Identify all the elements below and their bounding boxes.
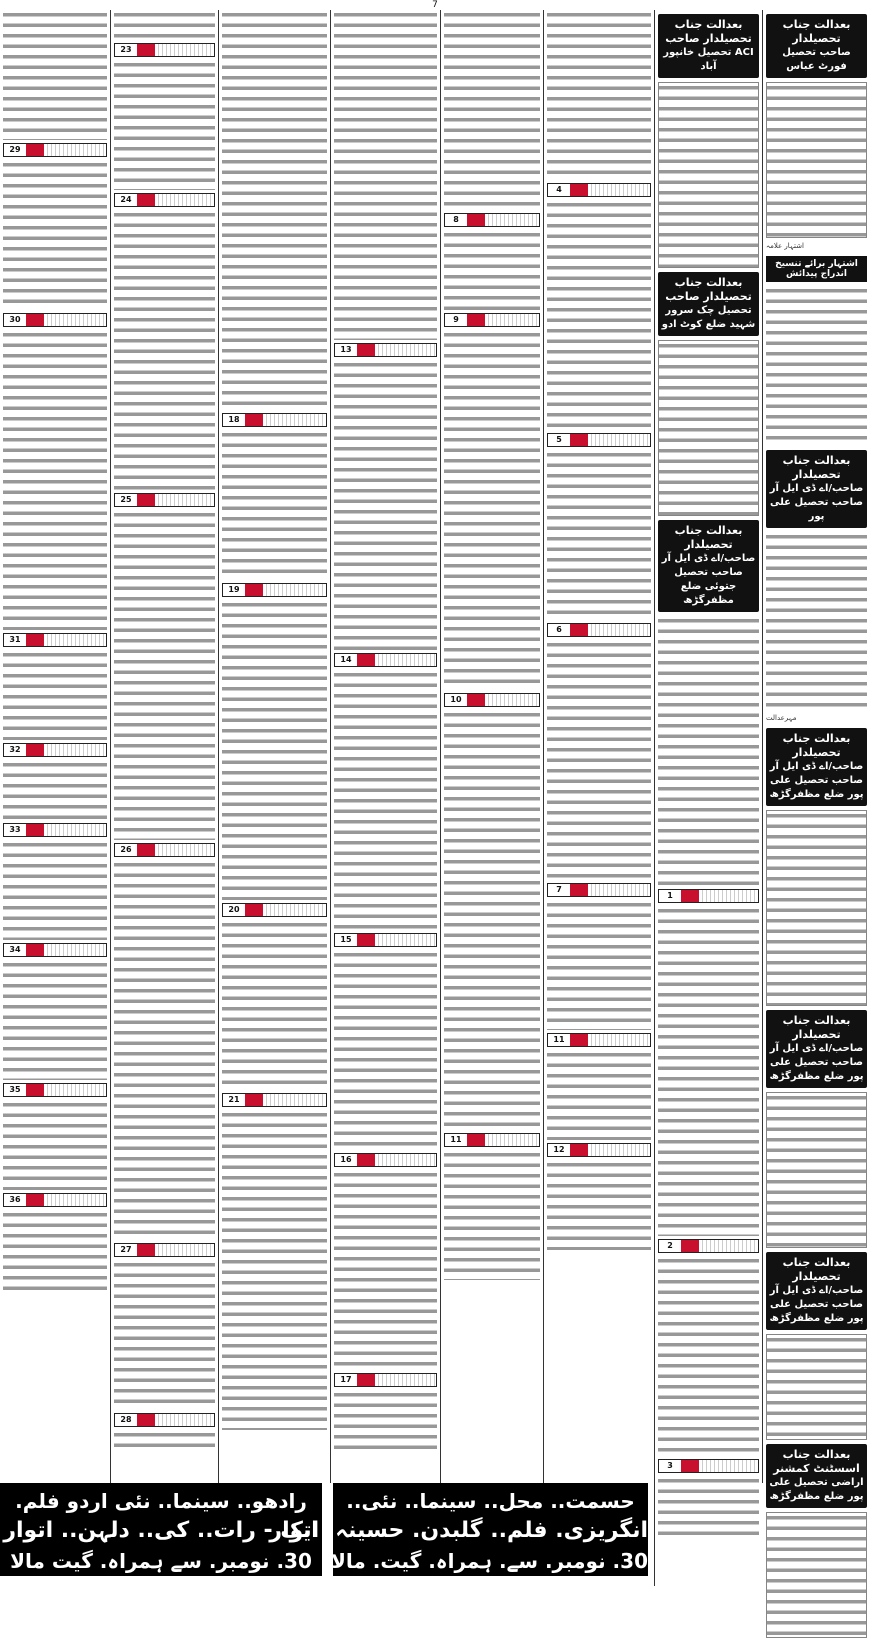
notice-signature: اشتہار علامہ	[766, 242, 804, 250]
notice-body	[658, 616, 759, 886]
story-tag: 23	[114, 43, 215, 57]
notice-body	[766, 810, 867, 1006]
story-tag: 30	[3, 313, 107, 327]
story-body	[444, 330, 540, 690]
court-notice-header: بعدالت جناب تحصیلدار صاحب/اے ڈی ایل آر صاحب تحصیل علی پور ضلع مظفرگڑھ	[766, 728, 867, 806]
story-tag: 34	[3, 943, 107, 957]
column-notices-right	[762, 10, 870, 1502]
story-tag: 8	[444, 213, 540, 227]
ad-line: ایک - رات.. کی.. دلہن.. اتوار	[3, 1518, 319, 1543]
story-tag: 26	[114, 843, 215, 857]
story-tag: 20	[222, 903, 327, 917]
story-body	[334, 360, 437, 650]
story-body	[547, 1050, 651, 1140]
notice-body	[658, 82, 759, 268]
notice-body	[658, 340, 759, 516]
notice-body	[766, 1334, 867, 1440]
story-body	[3, 960, 107, 1080]
story-tag: 31	[3, 633, 107, 647]
story-tag: 27	[114, 1243, 215, 1257]
story-tag: 13	[334, 343, 437, 357]
notice-body	[766, 1092, 867, 1248]
story-tag: 9	[444, 313, 540, 327]
story-body	[3, 840, 107, 940]
column-notices-left	[654, 10, 762, 1586]
notice-signature: مہرعدالت	[766, 714, 797, 722]
story-body	[444, 1150, 540, 1280]
court-notice-header: بعدالت جناب تحصیلدار صاحب تحصیل فورٹ عباس	[766, 14, 867, 78]
story-tag: 33	[3, 823, 107, 837]
story-body	[547, 200, 651, 430]
ad-line: رادھو.. سینما.. نئی اردو فلم.	[15, 1489, 307, 1513]
story-body	[444, 710, 540, 1130]
court-notice-header: بعدالت جناب اسسٹنٹ کمشنر اراضی تحصیل علی پور ضلع مظفرگڑھ	[766, 1444, 867, 1508]
cinema-ad-right	[269, 1483, 648, 1576]
story-tag: 32	[3, 743, 107, 757]
notice-body	[766, 1512, 867, 1638]
story-body	[222, 1110, 327, 1430]
story-tag: 18	[222, 413, 327, 427]
story-body	[658, 1256, 759, 1456]
story-body	[444, 230, 540, 310]
story-tag: 16	[334, 1153, 437, 1167]
notice-body	[766, 532, 867, 712]
news-column-5	[330, 10, 440, 1483]
story-body	[547, 900, 651, 1030]
story-tag: 35	[3, 1083, 107, 1097]
story-body	[658, 1476, 759, 1536]
story-tag: 14	[334, 653, 437, 667]
notice-body	[766, 82, 867, 238]
story-body	[114, 510, 215, 840]
story-body	[3, 760, 107, 820]
ad-line: 30. نومبر. سے. ہمراہ. گیت. مالا	[331, 1549, 648, 1573]
story-tag: 3	[658, 1459, 759, 1473]
story-body	[222, 430, 327, 580]
story-body	[3, 650, 107, 740]
story-tag: 4	[547, 183, 651, 197]
story-tag: 28	[114, 1413, 215, 1427]
story-body	[3, 160, 107, 310]
story-body	[334, 950, 437, 1150]
story-tag: 6	[547, 623, 651, 637]
story-body	[222, 600, 327, 900]
story-body	[547, 10, 651, 180]
news-column-3	[543, 10, 654, 1483]
court-notice-header: بعدالت جناب تحصیلدار صاحب/اے ڈی ایل آر صاحب تحصیل علی پور ضلع مظفرگڑھ	[766, 1010, 867, 1088]
court-notice-header: بعدالت جناب تحصیلدار صاحب/اے ڈی ایل آر صاحب تحصیل علی پور	[766, 450, 867, 528]
story-body	[334, 1390, 437, 1450]
story-tag: 11	[444, 1133, 540, 1147]
story-body	[114, 860, 215, 1240]
story-tag: 5	[547, 433, 651, 447]
story-tag: 17	[334, 1373, 437, 1387]
story-tag: 21	[222, 1093, 327, 1107]
story-tag: 11	[547, 1033, 651, 1047]
ad-line: حسمت.. محل.. سینما.. نئی..	[346, 1489, 635, 1513]
story-body	[547, 640, 651, 880]
story-body	[334, 1170, 437, 1370]
page-number: 7	[432, 0, 438, 10]
story-body	[547, 1160, 651, 1250]
story-body	[444, 10, 540, 210]
news-column-4	[440, 10, 543, 1483]
story-body	[334, 670, 437, 930]
story-tag: 36	[3, 1193, 107, 1207]
court-notice-header: بعدالت جناب تحصیلدار صاحب ACI تحصیل خانپور آباد	[658, 14, 759, 78]
news-column-7	[110, 10, 218, 1483]
story-tag: 10	[444, 693, 540, 707]
story-body	[3, 330, 107, 630]
public-notice-heading: اشتہار برائے تنسیخ اندراج پیدائش	[766, 256, 867, 282]
story-tag: 7	[547, 883, 651, 897]
story-body	[3, 10, 107, 140]
story-body	[114, 1430, 215, 1450]
notice-body	[766, 286, 867, 446]
story-tag: 12	[547, 1143, 651, 1157]
court-notice-header: بعدالت جناب تحصیلدار صاحب تحصیل چک سرور شہید ضلع کوٹ ادو	[658, 272, 759, 336]
court-notice-header: بعدالت جناب تحصیلدار صاحب/اے ڈی ایل آر صاحب تحصیل علی پور ضلع مظفرگڑھ	[766, 1252, 867, 1330]
story-tag: 15	[334, 933, 437, 947]
story-tag: 2	[658, 1239, 759, 1253]
story-body	[114, 210, 215, 490]
story-body	[222, 920, 327, 1090]
story-tag: 29	[3, 143, 107, 157]
story-tag: 24	[114, 193, 215, 207]
story-body	[334, 10, 437, 340]
story-body	[3, 1210, 107, 1290]
story-body	[658, 906, 759, 1236]
story-body	[114, 10, 215, 40]
ad-line: 30. نومبر. سے ہمراہ. گیت مالا	[10, 1549, 312, 1573]
court-notice-header: بعدالت جناب تحصیلدار صاحب/اے ڈی ایل آر صاحب تحصیل جتوئی ضلع مظفرگڑھ	[658, 520, 759, 612]
news-column-6	[218, 10, 330, 1483]
news-column-8	[0, 10, 110, 1483]
story-body	[222, 10, 327, 410]
story-tag: 1	[658, 889, 759, 903]
story-body	[3, 1100, 107, 1190]
story-body	[114, 60, 215, 190]
story-body	[547, 450, 651, 620]
story-tag: 19	[222, 583, 327, 597]
story-tag: 25	[114, 493, 215, 507]
story-body	[114, 1260, 215, 1410]
ad-line: انگریزی. فلم.. گلبدن. حسینہ. اتوار	[269, 1518, 648, 1543]
